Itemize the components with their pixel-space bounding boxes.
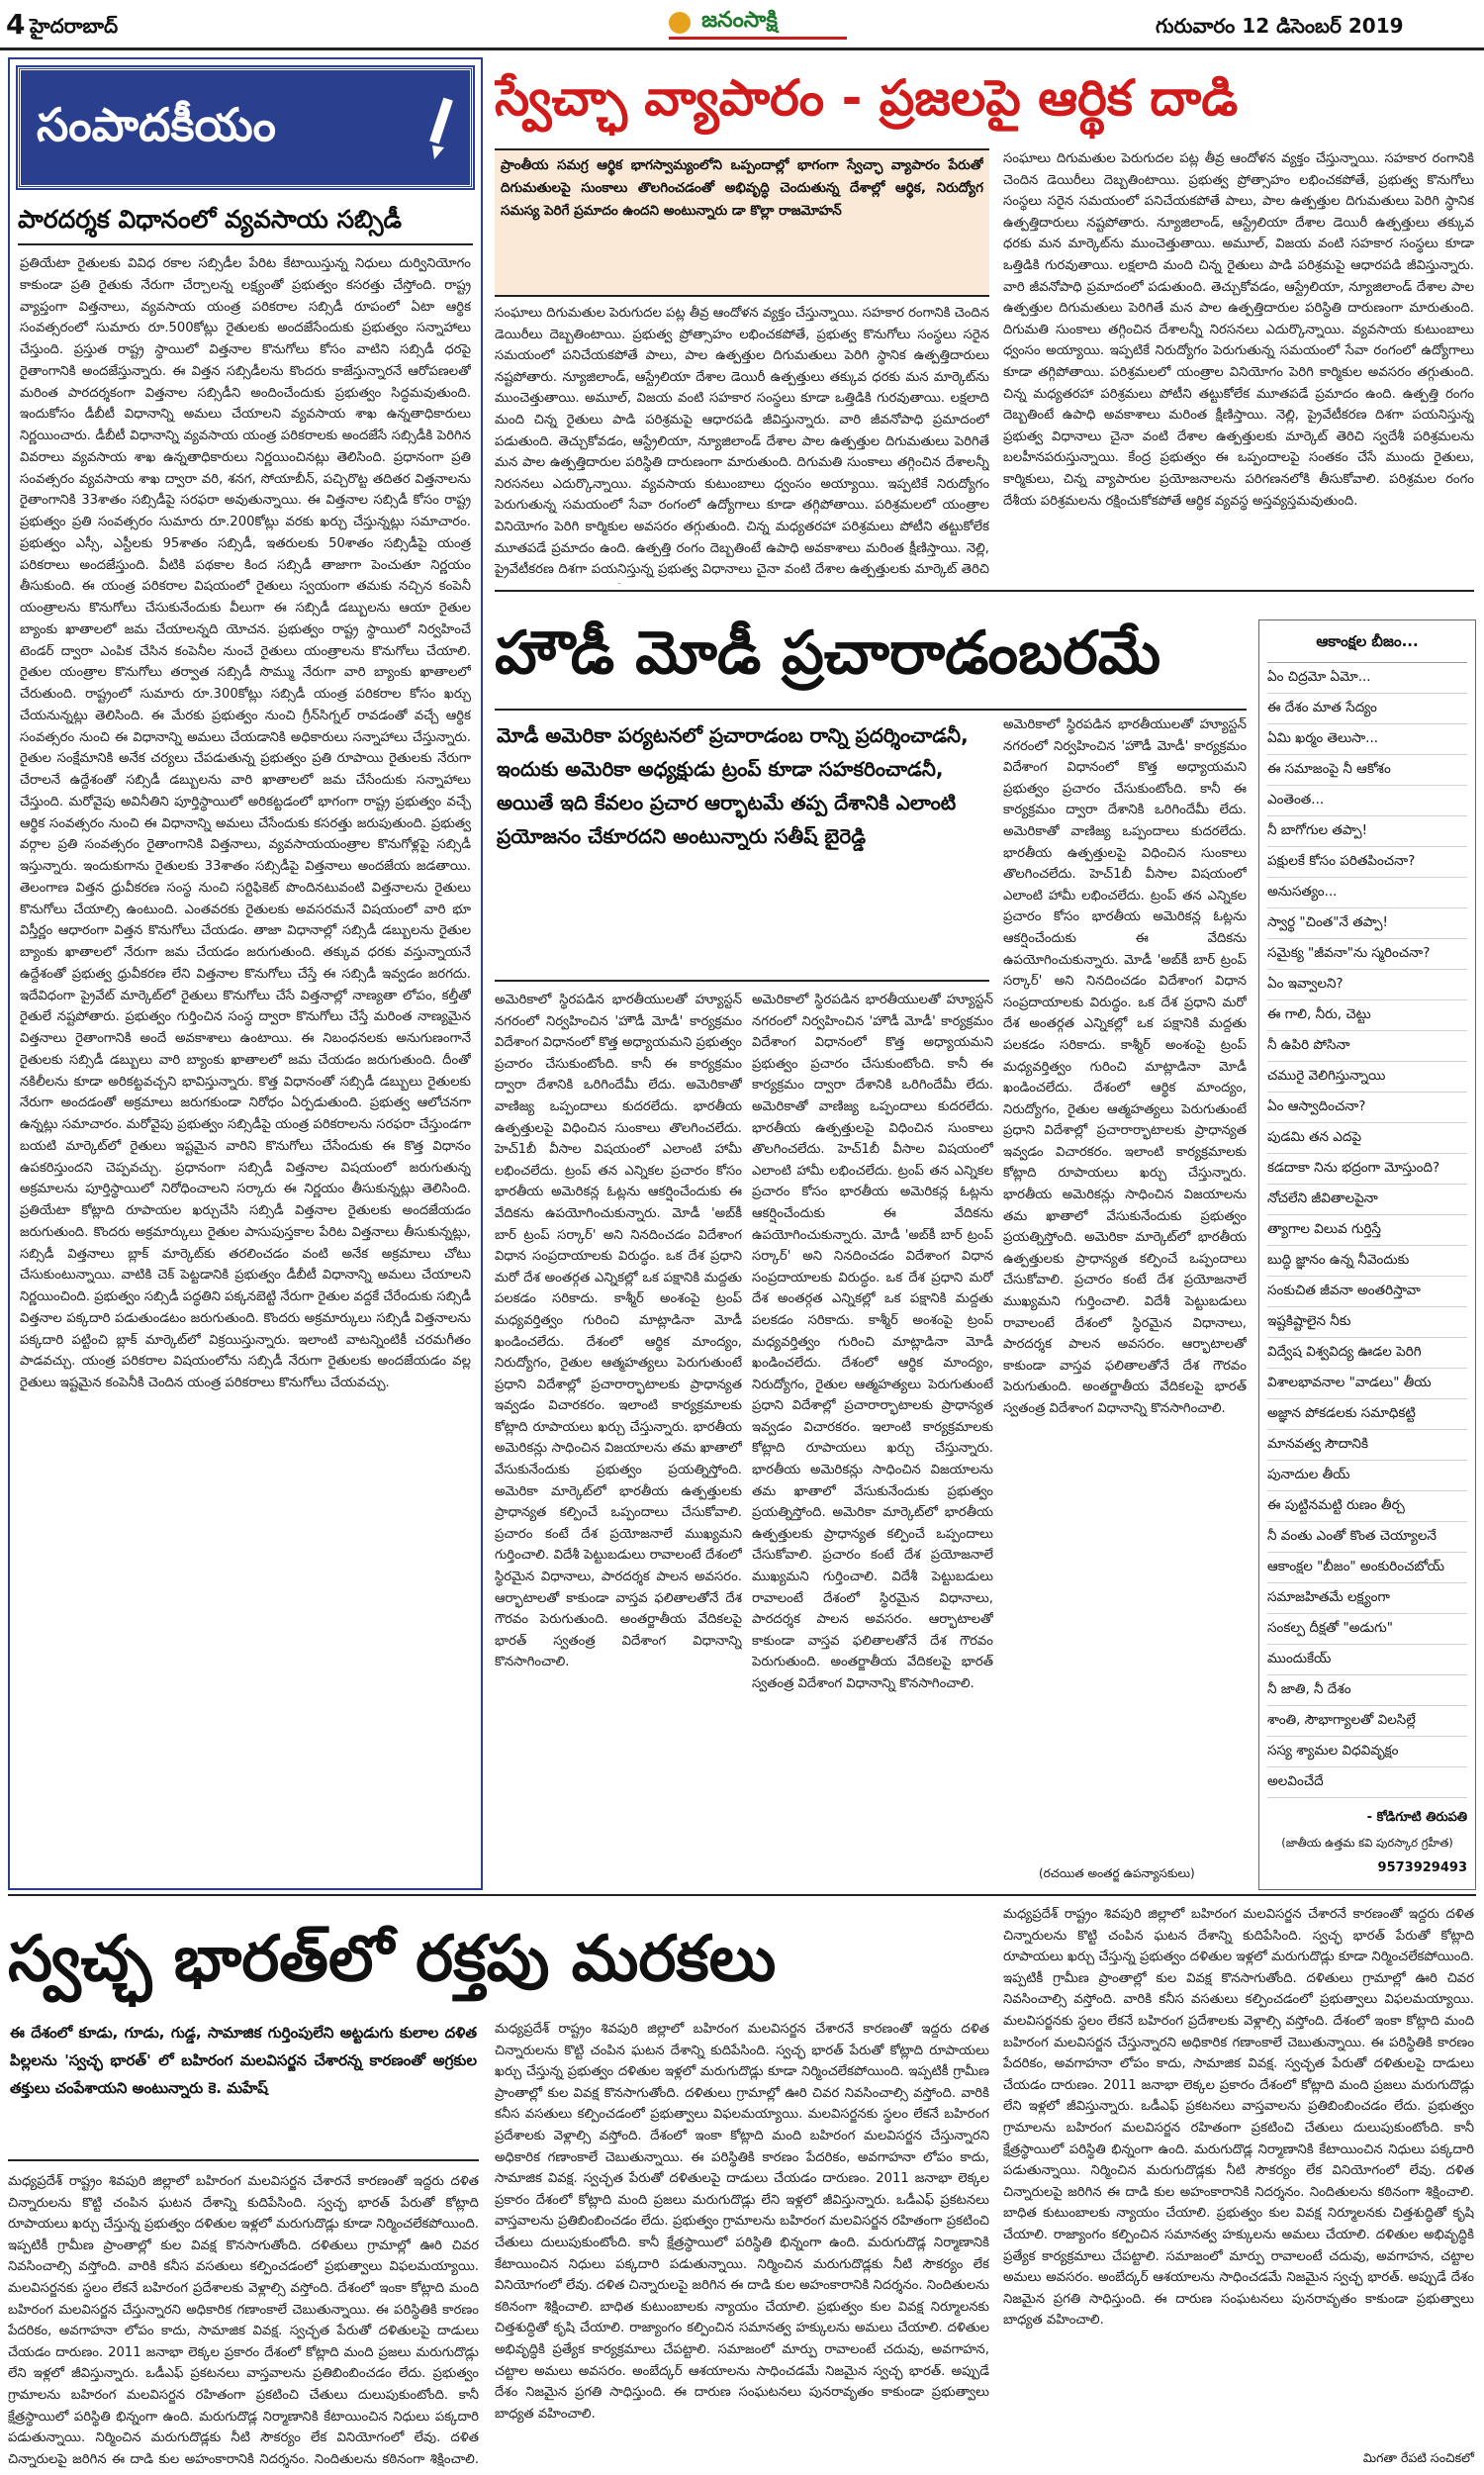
poem-line: సమాజహితమే లక్ష్యంగా [1267,1583,1467,1614]
poem-line: అలవించేదే [1267,1767,1467,1798]
editorial-banner-text: సంపాదకీయం [37,98,277,151]
howdy-story-body-col2: అమెరికాలో స్థిరపడిన భారతీయులతో హ్యూస్టన్‌ నగరంలో నిర్వహించిన 'హౌడీ మోడీ' కార్యక్రమం విదేశాంగ విధానంలో కొత్త అధ్యాయమని ప్రభుత్వం ప్రచారం చేసుకుంటోంది. కానీ ఈ కార్యక్రమం ద్వారా దేశానికి ఒరిగిందేమీ లేదు. అమెరికాతో వాణిజ్య ఒప్పందాలు కుదరలేదు. భారతీయ ఉత్పత్తులపై విధించిన సుంకాలు తొలగించలేదు. హెచ్‌1బీ వీసాల విషయంలో ఎలాంటి హామీ లభించలేదు. ట్రంప్‌ తన ఎన్నికల ప్రచారం కోసం భారతీయ అమెరికన్ల ఓట్లను ఆకర్షించేందుకు ఈ వేదికను ఉపయోగించుకున్నారు. మోడీ 'అబ్‌కీ బార్‌ ట్రంప్‌ సర్కార్‌' అని నినదించడం విదేశాంగ విధాన సంప్రదాయాలకు విరుద్ధం. ఒక దేశ ప్రధాని మరో దేశ అంతర్గత ఎన్నికల్లో ఒక పక్షానికి మద్దతు పలకడం సరికాదు. కాశ్మీర్‌ అంశంపై ట్రంప్‌ మధ్యవర్తిత్వం గురించి మాట్లాడినా మోడీ ఖండించలేదు. దేశంలో ఆర్థిక మాంద్యం, నిరుద్యోగం, రైతుల ఆత్మహత్యలు పెరుగుతుంటే ప్రధాని విదేశాల్లో ప్రచారార్భాటాలకు ప్రాధాన్యత ఇవ్వడం విచారకరం. ఇలాంటి కార్యక్రమాలకు కోట్లాది రూపాయలు ఖర్చు చేస్తున్నారు. భారతీయ అమెరికన్లు సాధించిన విజయాలను తమ ఖాతాలో వేసుకునేందుకు ప్రభుత్వం ప్రయత్నిస్తోంది. అమెరికా మార్కెట్‌లో భారతీయ ఉత్పత్తులకు ప్రాధాన్యత కల్పించే ఒప్పందాలు చేసుకోవాలి. ప్రచారం కంటే దేశ ప్రయోజనాలే ముఖ్యమని గుర్తించాలి. విదేశీ పెట్టుబడులు రావాలంటే దేశంలో స్థిరమైన విధానాలు, పారదర్శక పాలన అవసరం. ఆర్భాటాలతో కాకుండా వాస్తవ ఫలితాలతోనే దేశ గౌరవం పెరుగుతుంది. అంతర్జాతీయ వేదికలపై భారత్‌ స్వతంత్ర విదేశాంగ విధానాన్ని కొనసాగించాలి. [752,993,993,1691]
poem-box [1258,619,1476,1890]
poem-line: ఈ సమాజంపై నీ ఆకోశం [1267,755,1467,786]
poem-line: సంకుచిత జీవనా అంతరిస్తావా [1267,1277,1467,1307]
top-story-rule [495,590,1474,592]
poem-line: ఎంతెంత... [1267,786,1467,816]
bottom-story-rule [8,1894,1476,1896]
bottom-story-deck: ఈ దేశంలో కూడు, గూడు, గుడ్డ, సామాజిక గుర్తింపులేని అట్టడుగు కులాల దళిత పిల్లలను 'స్వచ్ఛ భారత్‌' లో బహిరంగ మలవిసర్జన చేశారన్న కారణంతో అగ్రకుల తక్తులు చంపేశాయని అంటున్నారు కె. మహేష్‌ [10,2024,477,2097]
poem-line: ఈ దేశం మాత సేద్యం [1267,694,1467,724]
howdy-story-body-col1: అమెరికాలో స్థిరపడిన భారతీయులతో హ్యూస్టన్‌ నగరంలో నిర్వహించిన 'హౌడీ మోడీ' కార్యక్రమం విదేశాంగ విధానంలో కొత్త అధ్యాయమని ప్రభుత్వం ప్రచారం చేసుకుంటోంది. కానీ ఈ కార్యక్రమం ద్వారా దేశానికి ఒరిగిందేమీ లేదు. అమెరికాతో వాణిజ్య ఒప్పందాలు కుదరలేదు. భారతీయ ఉత్పత్తులపై విధించిన సుంకాలు తొలగించలేదు. హెచ్‌1బీ వీసాల విషయంలో ఎలాంటి హామీ లభించలేదు. ట్రంప్‌ తన ఎన్నికల ప్రచారం కోసం భారతీయ అమెరికన్ల ఓట్లను ఆకర్షించేందుకు ఈ వేదికను ఉపయోగించుకున్నారు. మోడీ 'అబ్‌కీ బార్‌ ట్రంప్‌ సర్కార్‌' అని నినదించడం విదేశాంగ విధాన సంప్రదాయాలకు విరుద్ధం. ఒక దేశ ప్రధాని మరో దేశ అంతర్గత ఎన్నికల్లో ఒక పక్షానికి మద్దతు పలకడం సరికాదు. కాశ్మీర్‌ అంశంపై ట్రంప్‌ మధ్యవర్తిత్వం గురించి మాట్లాడినా మోడీ ఖండించలేదు. దేశంలో ఆర్థిక మాంద్యం, నిరుద్యోగం, రైతుల ఆత్మహత్యలు పెరుగుతుంటే ప్రధాని విదేశాల్లో ప్రచారార్భాటాలకు ప్రాధాన్యత ఇవ్వడం విచారకరం. ఇలాంటి కార్యక్రమాలకు కోట్లాది రూపాయలు ఖర్చు చేస్తున్నారు. భారతీయ అమెరికన్లు సాధించిన విజయాలను తమ ఖాతాలో వేసుకునేందుకు ప్రభుత్వం ప్రయత్నిస్తోంది. అమెరికా మార్కెట్‌లో భారతీయ ఉత్పత్తులకు ప్రాధాన్యత కల్పించే ఒప్పందాలు చేసుకోవాలి. ప్రచారం కంటే దేశ ప్రయోజనాలే ముఖ్యమని గుర్తించాలి. విదేశీ పెట్టుబడులు రావాలంటే దేశంలో స్థిరమైన విధానాలు, పారదర్శక పాలన అవసరం. ఆర్భాటాలతో కాకుండా వాస్తవ ఫలితాలతోనే దేశ గౌరవం పెరుగుతుంది. అంతర్జాతీయ వేదికలపై భారత్‌ స్వతంత్ర విదేశాంగ విధానాన్ని కొనసాగించాలి. [495,993,742,1670]
howdy-story-deck-box [495,714,989,982]
poem-author: - కోడిగూటి తిరుపతి [1366,1810,1467,1825]
bottom-story-body-col1: మధ్యప్రదేశ్‌ రాష్ట్రం శివపురి జిల్లాలో బహిరంగ మలవిసర్జన చేశారనే కారణంతో ఇద్దరు దళిత చిన్నారులను కొట్టి చంపిన ఘటన దేశాన్ని కుదిపేసింది. స్వచ్ఛ భారత్‌ పేరుతో కోట్లాది రూపాయలు ఖర్చు చేస్తున్న ప్రభుత్వం దళితుల ఇళ్లలో మరుగుదొడ్లు కూడా నిర్మించలేకపోయింది. ఇప్పటికీ గ్రామీణ ప్రాంతాల్లో కుల వివక్ష కొనసాగుతోంది. దళితులు గ్రామాల్లో ఊరి చివర నివసించాల్సి వస్తోంది. వారికి కనీస వసతులు కల్పించడంలో ప్రభుత్వాలు విఫలమయ్యాయి. మలవిసర్జనకు స్థలం లేకనే బహిరంగ ప్రదేశాలకు వెళ్లాల్సి వస్తోంది. దేశంలో ఇంకా కోట్లాది మంది బహిరంగ మలవిసర్జన చేస్తున్నారని అధికారిక గణాంకాలే చెబుతున్నాయి. ఈ పరిస్థితికి కారణం పేదరికం, అవగాహనా లోపం కాదు, సామాజిక వివక్ష. స్వచ్ఛత పేరుతో దళితులపై దాడులు చేయడం దారుణం. 2011 జనాభా లెక్కల ప్రకారం దేశంలో కోట్లాది మంది ప్రజలు మరుగుదొడ్లు లేని ఇళ్లలో జీవిస్తున్నారు. ఒడీఎఫ్‌ ప్రకటనలు వాస్తవాలను ప్రతిబింబించడం లేదు. ప్రభుత్వం గ్రామాలను బహిరంగ మలవిసర్జన రహితంగా ప్రకటించి చేతులు దులుపుకుంటోంది. కానీ క్షేత్రస్థాయిలో పరిస్థితి భిన్నంగా ఉంది. మరుగుదొడ్ల నిర్మాణానికి కేటాయించిన నిధులు పక్కదారి పడుతున్నాయి. నిర్మించిన మరుగుదొడ్లకు నీటి సౌకర్యం లేక వినియోగంలో లేవు. దళిత చిన్నారులపై జరిగిన ఈ దాడి కుల అహంకారానికి నిదర్శనం. నిందితులను కఠినంగా శిక్షించాలి. [8,2174,479,2467]
bottom-story-body-col3: మధ్యప్రదేశ్‌ రాష్ట్రం శివపురి జిల్లాలో బహిరంగ మలవిసర్జన చేశారనే కారణంతో ఇద్దరు దళిత చిన్నారులను కొట్టి చంపిన ఘటన దేశాన్ని కుదిపేసింది. స్వచ్ఛ భారత్‌ పేరుతో కోట్లాది రూపాయలు ఖర్చు చేస్తున్న ప్రభుత్వం దళితుల ఇళ్లలో మరుగుదొడ్లు కూడా నిర్మించలేకపోయింది. ఇప్పటికీ గ్రామీణ ప్రాంతాల్లో కుల వివక్ష కొనసాగుతోంది. దళితులు గ్రామాల్లో ఊరి చివర నివసించాల్సి వస్తోంది. వారికి కనీస వసతులు కల్పించడంలో ప్రభుత్వాలు విఫలమయ్యాయి. మలవిసర్జనకు స్థలం లేకనే బహిరంగ ప్రదేశాలకు వెళ్లాల్సి వస్తోంది. దేశంలో ఇంకా కోట్లాది మంది బహిరంగ మలవిసర్జన చేస్తున్నారని అధికారిక గణాంకాలే చెబుతున్నాయి. ఈ పరిస్థితికి కారణం పేదరికం, అవగాహనా లోపం కాదు, సామాజిక వివక్ష. స్వచ్ఛత పేరుతో దళితులపై దాడులు చేయడం దారుణం. 2011 జనాభా లెక్కల ప్రకారం దేశంలో కోట్లాది మంది ప్రజలు మరుగుదొడ్లు లేని ఇళ్లలో జీవిస్తున్నారు. ఒడీఎఫ్‌ ప్రకటనలు వాస్తవాలను ప్రతిబింబించడం లేదు. ప్రభుత్వం గ్రామాలను బహిరంగ మలవిసర్జన రహితంగా ప్రకటించి చేతులు దులుపుకుంటోంది. కానీ క్షేత్రస్థాయిలో పరిస్థితి భిన్నంగా ఉంది. మరుగుదొడ్ల నిర్మాణానికి కేటాయించిన నిధులు పక్కదారి పడుతున్నాయి. నిర్మించిన మరుగుదొడ్లకు నీటి సౌకర్యం లేక వినియోగంలో లేవు. దళిత చిన్నారులపై జరిగిన ఈ దాడి కుల అహంకారానికి నిదర్శనం. నిందితులను కఠినంగా శిక్షించాలి. బాధిత కుటుంబాలకు న్యాయం చేయాలి. ప్రభుత్వం కుల వివక్ష నిర్మూలనకు చిత్తశుద్ధితో కృషి చేయాలి. రాజ్యాంగం కల్పించిన సమానత్వ హక్కులను అమలు చేయాలి. దళితుల అభివృద్ధికి ప్రత్యేక కార్యక్రమాలు చేపట్టాలి. సమాజంలో మార్పు రావాలంటే చదువు, అవగాహన, చట్టాల అమలు అవసరం. అంబేద్కర్‌ ఆశయాలను సాధించడమే నిజమైన స్వచ్ఛ భారత్‌. అప్పుడే దేశం నిజమైన ప్రగతి సాధిస్తుంది. ఈ దారుణ సంఘటనలు పునరావృతం కాకుండా ప్రభుత్వాలు బాధ్యత వహించాలి. [1003,1907,1474,2329]
howdy-story-body-col3: అమెరికాలో స్థిరపడిన భారతీయులతో హ్యూస్టన్‌ నగరంలో నిర్వహించిన 'హౌడీ మోడీ' కార్యక్రమం విదేశాంగ విధానంలో కొత్త అధ్యాయమని ప్రభుత్వం ప్రచారం చేసుకుంటోంది. కానీ ఈ కార్యక్రమం ద్వారా దేశానికి ఒరిగిందేమీ లేదు. అమెరికాతో వాణిజ్య ఒప్పందాలు కుదరలేదు. భారతీయ ఉత్పత్తులపై విధించిన సుంకాలు తొలగించలేదు. హెచ్‌1బీ వీసాల విషయంలో ఎలాంటి హామీ లభించలేదు. ట్రంప్‌ తన ఎన్నికల ప్రచారం కోసం భారతీయ అమెరికన్ల ఓట్లను ఆకర్షించేందుకు ఈ వేదికను ఉపయోగించుకున్నారు. మోడీ 'అబ్‌కీ బార్‌ ట్రంప్‌ సర్కార్‌' అని నినదించడం విదేశాంగ విధాన సంప్రదాయాలకు విరుద్ధం. ఒక దేశ ప్రధాని మరో దేశ అంతర్గత ఎన్నికల్లో ఒక పక్షానికి మద్దతు పలకడం సరికాదు. కాశ్మీర్‌ అంశంపై ట్రంప్‌ మధ్యవర్తిత్వం గురించి మాట్లాడినా మోడీ ఖండించలేదు. దేశంలో ఆర్థిక మాంద్యం, నిరుద్యోగం, రైతుల ఆత్మహత్యలు పెరుగుతుంటే ప్రధాని విదేశాల్లో ప్రచారార్భాటాలకు ప్రాధాన్యత ఇవ్వడం విచారకరం. ఇలాంటి కార్యక్రమాలకు కోట్లాది రూపాయలు ఖర్చు చేస్తున్నారు. భారతీయ అమెరికన్లు సాధించిన విజయాలను తమ ఖాతాలో వేసుకునేందుకు ప్రభుత్వం ప్రయత్నిస్తోంది. అమెరికా మార్కెట్‌లో భారతీయ ఉత్పత్తులకు ప్రాధాన్యత కల్పించే ఒప్పందాలు చేసుకోవాలి. ప్రచారం కంటే దేశ ప్రయోజనాలే ముఖ్యమని గుర్తించాలి. విదేశీ పెట్టుబడులు రావాలంటే దేశంలో స్థిరమైన విధానాలు, పారదర్శక పాలన అవసరం. ఆర్భాటాలతో కాకుండా వాస్తవ ఫలితాలతోనే దేశ గౌరవం పెరుగుతుంది. అంతర్జాతీయ వేదికలపై భారత్‌ స్వతంత్ర విదేశాంగ విధానాన్ని కొనసాగించాలి. [1003,717,1247,1416]
bottom-story-headline: స్వచ్ఛ భారత్‌లో రక్తపు మరకలు [8,1923,777,1996]
poem-lines [1267,663,1467,1798]
issue-date: గురువారం 12 డిసెంబర్‌ 2019 [1156,14,1404,38]
howdy-story-deck: మోడీ అమెరికా పర్యటనలో ప్రచారాడంబ రాన్ని ప్రదర్శించాడనీ, ఇందుకు అమెరికా అధ్యక్షుడు ట్రంప్‌ కూడా సహకరించాడనీ, అయితే ఇది కేవలం ప్రచార ఆర్భాటమే తప్ప దేశానికి ఎలాంటి ప్రయోజనం చేకూరదని అంటున్నారు సతీష్‌ బైరెడ్డి [497,723,969,848]
top-story-deck: ప్రాంతీయ సమగ్ర ఆర్థిక భాగస్వామ్యంలోని ఒప్పందాల్లో భాగంగా స్వేచ్ఛా వ్యాపారం పేరుతో దిగుమతులపై సుంకాలు తొలగించడంతో అభివృద్ధి చెందుతున్న దేశాల్లో ఆర్థిక, నిరుద్యోగ సమస్య పెరిగే ప్రమాదం ఉందని అంటున్నారు డా కొల్లా రాజమోహన్‌ [501,157,983,219]
poem-line: ఏమి ఖర్మం తెలుసా... [1267,724,1467,755]
masthead [0,0,1484,51]
poem-phone: 9573929493 [1377,1860,1467,1875]
poem-line: బుద్ధి జ్ఞానం ఉన్న నీవెందుకు [1267,1246,1467,1277]
paper-logo [669,8,847,40]
poem-line: సంకల్ప దీక్షతో "అడుగు" [1267,1614,1467,1645]
poem-line: అజ్ఞాన పోకడలకు సమాధికట్టి [1267,1399,1467,1430]
paper-logo-icon [669,12,691,34]
poem-line: అనుసత్యం... [1267,878,1467,908]
poem-line: ఏం ఇవ్వాలని? [1267,970,1467,1000]
poem-line: చమురై వెలిగిస్తున్నాయి [1267,1062,1467,1093]
howdy-story-continuation: (రచయిత అంతర్జ ఉపన్యాసకులు) [1039,1866,1195,1880]
poem-line: త్యాగాల విలువ గుర్తిస్తే [1267,1215,1467,1246]
poem-line: సమైక్య "జీవనా"ను స్మరించనా? [1267,939,1467,970]
masthead-rule [0,48,1484,50]
bottom-story-deck-box [8,2019,479,2161]
poem-line: ఈ గాలి, నీరు, చెట్టు [1267,1000,1467,1031]
top-story-body-col1: సంఘాలు దిగుమతుల పెరుగుదల పట్ల తీవ్ర ఆందోళన వ్యక్తం చేస్తున్నాయి. సహకార రంగానికి చెందిన డెయిరీలు దెబ్బతింటాయి. ప్రభుత్వ ప్రోత్సాహం లభించకపోతే, ప్రభుత్వ కొనుగోలు సంస్థలు సరైన సమయంలో పనిచేయకపోతే పాలు, పాల ఉత్పత్తుల దిగుమతులు పెరిగి స్థానిక ఉత్పత్తిదారులు నష్టపోతారు. న్యూజిలాండ్‌, ఆస్ట్రేలియా దేశాల డెయిరీ ఉత్పత్తులు తక్కువ ధరకు మన మార్కెట్‌ను ముంచెత్తుతాయి. అమూల్‌, విజయ వంటి సహకార సంస్థలు కూడా ఒత్తిడికి గురవుతాయి. లక్షలాది మంది చిన్న రైతులు పాడి పరిశ్రమపై ఆధారపడి జీవిస్తున్నారు. వారి జీవనోపాధి ప్రమాదంలో పడుతుంది. తెచ్చుకోవడం, ఆస్ట్రేలియా, న్యూజిలాండ్‌ దేశాల పాల ఉత్పత్తుల దిగుమతులు పెరిగితే మన పాల ఉత్పత్తిదారుల పరిస్థితి దారుణంగా మారుతుంది. దిగుమతి సుంకాలు తగ్గించిన దేశాలన్నీ నిరసనలు ఎదుర్కొన్నాయి. వ్యవసాయ కుటుంబాలు ధ్వంసం అయ్యాయి. ఇప్పటికే నిరుద్యోగం పెరుగుతున్న సమయంలో సేవా రంగంలో ఉద్యోగాలు కూడా తగ్గిపోతాయి. పరిశ్రమలలో యంత్రాల వినియోగం పెరిగి కార్మికుల అవసరం తగ్గుతుంది. చిన్న మధ్యతరహా పరిశ్రమలు పోటీని తట్టుకోలేక మూతపడే ప్రమాదం ఉంది. ఉత్పత్తి రంగం దెబ్బతింటే ఉపాధి అవకాశాలు మరింత క్షీణిస్తాయి. నెల్లి, ప్రైవేటీకరణ దిశగా పయనిస్తున్న ప్రభుత్వ విధానాలు చైనా వంటి దేశాల ఉత్పత్తులకు మార్కెట్‌ తెరిచి [495,306,989,578]
top-story-headline: స్వేచ్ఛా వ్యాపారం - ప్రజలపై ఆర్థిక దాడి [495,69,1239,127]
poem-author-note: (జాతీయ ఉత్తమ కవి పురస్కార గ్రహీత) [1281,1836,1453,1850]
top-story-body-col2: సంఘాలు దిగుమతుల పెరుగుదల పట్ల తీవ్ర ఆందోళన వ్యక్తం చేస్తున్నాయి. సహకార రంగానికి చెందిన డెయిరీలు దెబ్బతింటాయి. ప్రభుత్వ ప్రోత్సాహం లభించకపోతే, ప్రభుత్వ కొనుగోలు సంస్థలు సరైన సమయంలో పనిచేయకపోతే పాలు, పాల ఉత్పత్తుల దిగుమతులు పెరిగి స్థానిక ఉత్పత్తిదారులు నష్టపోతారు. న్యూజిలాండ్‌, ఆస్ట్రేలియా దేశాల డెయిరీ ఉత్పత్తులు తక్కువ ధరకు మన మార్కెట్‌ను ముంచెత్తుతాయి. అమూల్‌, విజయ వంటి సహకార సంస్థలు కూడా ఒత్తిడికి గురవుతాయి. లక్షలాది మంది చిన్న రైతులు పాడి పరిశ్రమపై ఆధారపడి జీవిస్తున్నారు. వారి జీవనోపాధి ప్రమాదంలో పడుతుంది. తెచ్చుకోవడం, ఆస్ట్రేలియా, న్యూజిలాండ్‌ దేశాల పాల ఉత్పత్తుల దిగుమతులు పెరిగితే మన పాల ఉత్పత్తిదారుల పరిస్థితి దారుణంగా మారుతుంది. దిగుమతి సుంకాలు తగ్గించిన దేశాలన్నీ నిరసనలు ఎదుర్కొన్నాయి. వ్యవసాయ కుటుంబాలు ధ్వంసం అయ్యాయి. ఇప్పటికే నిరుద్యోగం పెరుగుతున్న సమయంలో సేవా రంగంలో ఉద్యోగాలు కూడా తగ్గిపోతాయి. పరిశ్రమలలో యంత్రాల వినియోగం పెరిగి కార్మికుల అవసరం తగ్గుతుంది. చిన్న మధ్యతరహా పరిశ్రమలు పోటీని తట్టుకోలేక మూతపడే ప్రమాదం ఉంది. ఉత్పత్తి రంగం దెబ్బతింటే ఉపాధి అవకాశాలు మరింత క్షీణిస్తాయి. నెల్లి, ప్రైవేటీకరణ దిశగా పయనిస్తున్న ప్రభుత్వ విధానాలు చైనా వంటి దేశాల ఉత్పత్తులకు మార్కెట్‌ తెరిచి స్వదేశీ పరిశ్రమలను బలహీనపరుస్తున్నాయి. కేంద్ర ప్రభుత్వం ఈ ఒప్పందాలపై సంతకం చేసే ముందు రైతులు, కార్మికులు, చిన్న వ్యాపారుల ప్రయోజనాలను పరిగణనలోకి తీసుకోవాలి. పరిశ్రమల రంగం దేశీయ పరిశ్రమలను రక్షించుకోకపోతే ఆర్థిక వ్యవస్థ అస్తవ్యస్తమవుతుంది. [1003,151,1474,509]
edition-label: హైదరాబాద్‌ [30,14,119,38]
poem-line: పునాదుల తీయ్‌ [1267,1461,1467,1491]
editorial-rule [18,243,473,245]
poem-line: ఏం ఆస్వాదించనా? [1267,1093,1467,1123]
poem-line: నీ వంతు ఎంతో కొంత చెయ్యాలనే [1267,1522,1467,1553]
poem-line: పక్షులకే కోసం పరితపించనా? [1267,847,1467,878]
poem-line: స్వార్థ "చింత"నే తప్పా! [1267,908,1467,939]
bottom-story-body-col2: మధ్యప్రదేశ్‌ రాష్ట్రం శివపురి జిల్లాలో బహిరంగ మలవిసర్జన చేశారనే కారణంతో ఇద్దరు దళిత చిన్నారులను కొట్టి చంపిన ఘటన దేశాన్ని కుదిపేసింది. స్వచ్ఛ భారత్‌ పేరుతో కోట్లాది రూపాయలు ఖర్చు చేస్తున్న ప్రభుత్వం దళితుల ఇళ్లలో మరుగుదొడ్లు కూడా నిర్మించలేకపోయింది. ఇప్పటికీ గ్రామీణ ప్రాంతాల్లో కుల వివక్ష కొనసాగుతోంది. దళితులు గ్రామాల్లో ఊరి చివర నివసించాల్సి వస్తోంది. వారికి కనీస వసతులు కల్పించడంలో ప్రభుత్వాలు విఫలమయ్యాయి. మలవిసర్జనకు స్థలం లేకనే బహిరంగ ప్రదేశాలకు వెళ్లాల్సి వస్తోంది. దేశంలో ఇంకా కోట్లాది మంది బహిరంగ మలవిసర్జన చేస్తున్నారని అధికారిక గణాంకాలే చెబుతున్నాయి. ఈ పరిస్థితికి కారణం పేదరికం, అవగాహనా లోపం కాదు, సామాజిక వివక్ష. స్వచ్ఛత పేరుతో దళితులపై దాడులు చేయడం దారుణం. 2011 జనాభా లెక్కల ప్రకారం దేశంలో కోట్లాది మంది ప్రజలు మరుగుదొడ్లు లేని ఇళ్లలో జీవిస్తున్నారు. ఒడీఎఫ్‌ ప్రకటనలు వాస్తవాలను ప్రతిబింబించడం లేదు. ప్రభుత్వం గ్రామాలను బహిరంగ మలవిసర్జన రహితంగా ప్రకటించి చేతులు దులుపుకుంటోంది. కానీ క్షేత్రస్థాయిలో పరిస్థితి భిన్నంగా ఉంది. మరుగుదొడ్ల నిర్మాణానికి కేటాయించిన నిధులు పక్కదారి పడుతున్నాయి. నిర్మించిన మరుగుదొడ్లకు నీటి సౌకర్యం లేక వినియోగంలో లేవు. దళిత చిన్నారులపై జరిగిన ఈ దాడి కుల అహంకారానికి నిదర్శనం. నిందితులను కఠినంగా శిక్షించాలి. బాధిత కుటుంబాలకు న్యాయం చేయాలి. ప్రభుత్వం కుల వివక్ష నిర్మూలనకు చిత్తశుద్ధితో కృషి చేయాలి. రాజ్యాంగం కల్పించిన సమానత్వ హక్కులను అమలు చేయాలి. దళితుల అభివృద్ధికి ప్రత్యేక కార్యక్రమాలు చేపట్టాలి. సమాజంలో మార్పు రావాలంటే చదువు, అవగాహన, చట్టాల అమలు అవసరం. అంబేద్కర్‌ ఆశయాలను సాధించడమే నిజమైన స్వచ్ఛ భారత్‌. అప్పుడే దేశం నిజమైన ప్రగతి సాధిస్తుంది. ఈ దారుణ సంఘటనలు పునరావృతం కాకుండా ప్రభుత్వాలు బాధ్యత వహించాలి. [495,2022,989,2422]
poem-line: నీ జాతి, నీ దేశం [1267,1675,1467,1706]
pen-icon [422,94,462,163]
poem-line: నోచలేని జీవితాలపైనా [1267,1185,1467,1215]
howdy-story-headline: హౌడీ మోడీ ప్రచారాడంబరమే [495,619,1161,688]
paper-name: జనంసాక్షి [701,8,778,33]
bottom-story-signoff: మిగతా రేపటి సంచికలో [1362,2450,1474,2465]
poem-line: విద్వేష విశ్వవిద్య ఊడల పెరిగి [1267,1338,1467,1369]
poem-line: నీ ఉపిరి పోసినా [1267,1031,1467,1062]
poem-line: ముందుకేయ్‌ [1267,1645,1467,1675]
poem-line: శాంతి, సౌభాగ్యాలతో విలసిల్లే [1267,1706,1467,1737]
poem-line: కడదాకా నిను భద్రంగా మోస్తుంది? [1267,1154,1467,1185]
editorial-headline: పారదర్శక విధానంలో వ్యవసాయ సబ్సిడీ [18,205,402,234]
poem-line: నీ బాగోగుల తప్పా! [1267,816,1467,847]
page-number: 4 [6,8,26,41]
poem-line: సస్య శ్యామల విధవివృక్షం [1267,1737,1467,1767]
poem-line: పుడమి తన ఎదపై [1267,1123,1467,1154]
poem-title: ఆకాంక్షల బీజం... [1267,626,1467,663]
poem-line: విశాలభావనాల "వాడలు" తీయ [1267,1369,1467,1399]
howdy-headline-rule [495,709,1247,711]
poem-line: ఇష్టకిష్టాలైన నీకు [1267,1307,1467,1338]
poem-line: ఏం చిద్రమో ఏమో... [1267,663,1467,694]
top-story-deck-box [495,148,989,297]
poem-line: ఆకాంక్షల "బీజం" అంకురించబోయ్‌ [1267,1553,1467,1583]
editorial-body: ప్రతియేటా రైతులకు వివిధ రకాల సబ్సిడీల పేరిట కేటాయిస్తున్న నిధులు దుర్వినియోగం కాకుండా ప్రతి రైతుకు నేరుగా చేర్చాలన్న లక్ష్యంతో ప్రభుత్వం కసరత్తు చేస్తోంది. రాష్ట్ర వ్యాప్తంగా విత్తనాలు, వ్యవసాయ యంత్ర పరికరాల సబ్సిడీ రూపంలో ఏటా ఆర్థిక సంవత్సరంలో సుమారు రూ.500కోట్లు రైతులకు అందజేసేందుకు ప్రభుత్వం సన్నాహాలు చేస్తుంది. ప్రస్తుత రాష్ట్ర స్థాయిలో విత్తనాల కొనుగోలు కోసం వాటిని సబ్సిడీ ధరపై రైతాంగానికి అందజేస్తున్నారు. ఈ విత్తన సబ్సిడీలను కొందరు కాజేస్తున్నారనే ఆరోపణలతో మరింత పారదర్శకంగా విత్తనాల సబ్సిడీని అందించేందుకు ప్రభుత్వం సిద్ధమవుతుంది. ఇందుకోసం డీబీటీ విధానాన్ని అమలు చేయాలని వ్యవసాయ శాఖ ఉన్నతాధికారులు నిర్ణయించారు. డీబీటీ విధానాన్ని వ్యవసాయ యంత్ర పరికరాలకు అందజేసే సబ్సిడీకి పెరిగిన వివరాలు వ్యవసాయ శాఖ ఉన్నతాధికారులు నిర్ణయించినట్లు తెలిసింది. ప్రధానంగా ప్రతి సంవత్సరం వ్యవసాయ శాఖ ద్వారా వరి, శనగ, సోయాబీన్‌, పచ్చిరొట్ట తదితర విత్తనాలను రైతాంగానికి 33శాతం సబ్సిడీపై సరఫరా అవుతున్నాయి. ఈ విత్తనాల సబ్సిడీ కోసం రాష్ట్ర ప్రభుత్వం ప్రతి సంవత్సరం సుమారు రూ.200కోట్లు వరకు ఖర్చు చేస్తున్నట్లు సమాచారం. ప్రభుత్వం ఎస్సీ, ఎస్టీలకు 95శాతం సబ్సిడీ, ఇతరులకు 50శాతం సబ్సిడీపై యంత్ర పరికరాలు అందజేస్తుంది. వీటికి పథకాల కింద సబ్సిడీ తాజాగా పెంచుతూ నిర్ణయం తీసుకుంది. ఈ యంత్ర పరికరాల విషయంలో రైతులు స్వయంగా తమకు నచ్చిన కంపెనీ యంత్రాలను కొనుగోలు చేసుకునేందుకు వీలుగా ఈ సబ్సిడీ డబ్బులను ఆయా రైతుల బ్యాంకు ఖాతాలలో జమ చేయాలన్నది యోచన. ప్రభుత్వం రాష్ట్ర స్థాయిలో నిర్వహించే టెండర్‌ ద్వారా ఎంపిక చేసిన కంపెనీల నుంచే రైతులు యంత్రాలను కొనుగోలు చేయాలి. రైతుల యంత్రాల కొనుగోలు తర్వాత సబ్సిడీ సొమ్ము నేరుగా వారి బ్యాంకు ఖాతాలలో చేరుతుంది. రాష్ట్రంలో సుమారు రూ.300కోట్లు సబ్సిడీ యంత్ర పరికరాల కోసం ఖర్చు చేయనున్నట్లు తెలిసింది. ఈ మేరకు ప్రభుత్వం నుంచి గ్రీన్‌సిగ్నల్‌ రావడంతో వచ్చే ఆర్థిక సంవత్సరం నుంచి ఈ విధానాన్ని అమలు చేయడానికి అధికారులు సన్నాహాలు చేస్తున్నారు. రైతుల సంక్షేమానికి అనేక చర్యలు చేపడుతున్న ప్రభుత్వం ప్రతి రూపాయి రైతులకు నేరుగా చేరాలనే ఉద్దేశంతో సబ్సిడీ డబ్బులను వారి ఖాతాలలో జమ చేసేందుకు సన్నాహాలు చేస్తుంది. మరోవైపు అవినీతిని పూర్తిస్థాయిలో అరికట్టడంలో భాగంగా రాష్ట్ర ప్రభుత్వం వచ్చే ఆర్థిక సంవత్సరం నుంచి ఈ విధానాన్ని అమలు చేసేందుకు కసరత్తు జరుపుతుంది. ప్రభుత్వ వర్గాల ప్రతి సంవత్సరం రైతాంగానికి విత్తనాలు, వ్యవసాయయంత్రాల కొనుగోళ్లపై సబ్సిడీ ఇస్తున్నారు. ఇందుకుగాను రైతులకు 33శాతం సబ్సిడీపై విత్తనాలు అందజేయ జడతాయి. తెలంగాణ విత్తన ధ్రువీకరణ సంస్థ నుంచి సర్టిఫికెట్‌ పొందినటువంటి విత్తనాలను రైతులు కొనుగోలు చేయాల్సి ఉంటుంది. ఎంతవరకు రైతులకు అవసరమనే విషయంలో వారి భూ విస్తీర్ణం ఆధారంగా విత్తన కొనుగోలు చేయడం. తాజా విధానాల్లో సబ్సిడీ డబ్బులను రైతుల బ్యాంకు ఖాతాలలో నేరుగా జమ చేయడం జరుగుతుంది. తక్కువ ధరకు వస్తున్నాయనే ఉద్దేశంతో ప్రభుత్వ ధ్రువీకరణ లేని విత్తనాల కొనుగోలు చేస్తే ఈ సబ్సిడీ ఇవ్వడం జరగదు. ఇదేవిధంగా ప్రైవేట్‌ మార్కెట్‌లో రైతులు కొనుగోలు చేసే విత్తనాల్లో నాణ్యతా లోపం, కల్తీతో రైతులే నష్టపోతారు. ప్రభుత్వం గుర్తించిన సంస్థ ద్వారా కొనుగోలు చేస్తే మరింత నాణ్యమైన విత్తనాలు రైతాంగానికి అందే అవకాశాలు ఉంటాయి. ఈ నిబంధనలకు అనుగుణంగానే రైతులకు సబ్సిడీ డబ్బులు వారి బ్యాంకు ఖాతాలలో జమ చేయడం జరుగుతుంది. దీంతో నకిలీలను కూడా అరికట్టవచ్చని భావిస్తున్నారు. కొత్త విధానంతో సబ్సిడీ డబ్బులు రైతులకు నేరుగా అందడంతో అక్రమాలు జరుగకుండా నిరోధం ఏర్పడుతుంది. ప్రభుత్వ ఆలోచనగా ఉన్నట్లు సమాచారం. మరోవైపు ప్రభుత్వం సబ్సిడీపై యంత్ర పరికరాలను సరఫరా చేస్తుండగా బయటి మార్కెట్‌లో రైతులు ఇష్టమైన వారిని కొనుగోలు చేసేందుకు ఈ కొత్త విధానం ఉపకరిస్తుందని చెప్పవచ్చు. ప్రధానంగా సబ్సిడీ విత్తనాల విషయంలో జరుగుతున్న అక్రమాలను పూర్తిస్థాయిలో నిరోధించాలని సర్కారు ఈ నిర్ణయం తీసుకున్నట్లు తెలిసింది. ప్రతియేటా కోట్లాది రూపాయల ఖర్చుచేసి సబ్సిడీ విత్తనాల రైతులకు అందజేయడం జరుగుతుంది. కొందరు అక్రమార్కులు రైతుల పాసుపుస్తకాల పేరిట విత్తనాలు తీసుకున్నట్లు, సబ్సిడీ విత్తనాలు బ్లాక్‌ మార్కెట్‌కు తరలించడం వంటి అనేక అక్రమాలు చోటు చేసుకుంటున్నాయి. వాటికి చెక్‌ పెట్టడానికి ప్రభుత్వం డీబీటీ విధానాన్ని అమలు చేయాలని నిర్ణయించింది. ప్రభుత్వం సబ్సిడీ పద్ధతిని పక్కనబెట్టి నేరుగా రైతుల వద్దకే చేరేందుకు సబ్సిడీ విత్తనాల పక్కదారి పడుతుండటం జరుగుతుంది. కొందరు అక్రమార్కులు సబ్సిడీ విత్తనాలను పక్కదారి పట్టించి బ్లాక్‌ మార్కెట్‌లో విక్రయిస్తున్నారు. ఇలాంటి వాటన్నింటికీ చరమగీతం పాడవచ్చు. యంత్ర పరికరాల విషయంలోను సబ్సిడీ నేరుగా రైతులకు అందజేయడం వల్ల రైతులు ఇష్టమైన కంపెనీకి చెందిన యంత్ర పరికరాలు కొనుగోలు చేయవచ్చు. [20,256,471,1390]
editorial-banner [18,67,473,188]
poem-line: ఈ పుట్టినమట్టి రుణం తీర్చ [1267,1491,1467,1522]
poem-line: మానవత్వ సౌదానికి [1267,1430,1467,1461]
editorial-section [8,57,483,1890]
